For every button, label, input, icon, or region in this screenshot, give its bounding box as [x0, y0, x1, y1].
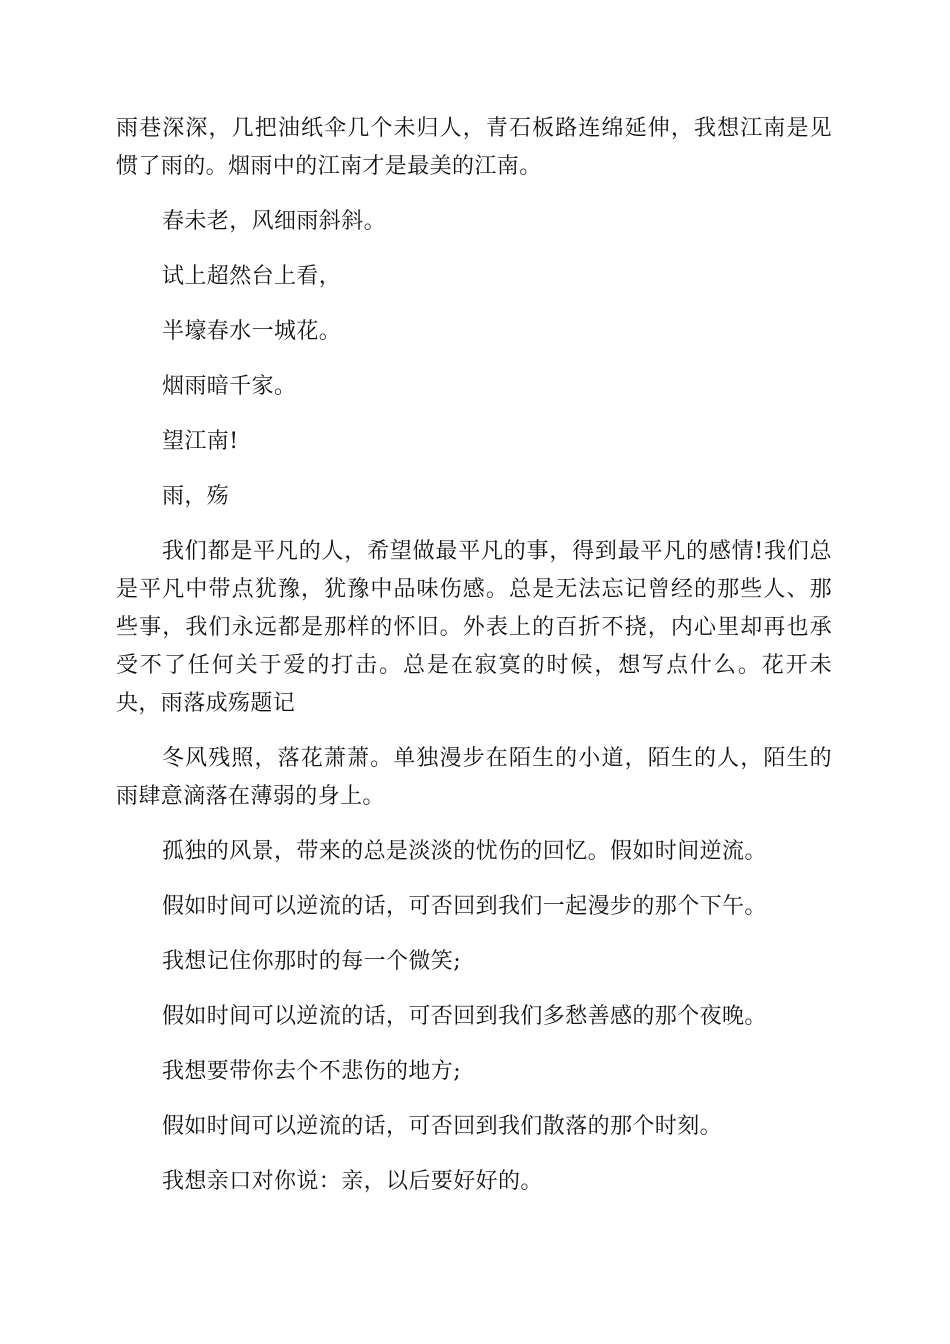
paragraph-16: 我想亲口对你说：亲，以后要好好的。: [162, 1169, 543, 1194]
paragraph-2: 春未老，风细雨斜斜。: [162, 209, 387, 234]
paragraph-14: 我想要带你去个不悲伤的地方;: [162, 1059, 462, 1084]
paragraph-9: 冬风残照，落花萧萧。单独漫步在陌生的小道，陌生的人，陌生的雨肆意滴落在薄弱的身上。: [116, 746, 832, 809]
paragraph-3: 试上超然台上看，: [162, 264, 342, 289]
paragraph-13: 假如时间可以逆流的话，可否回到我们多愁善感的那个夜晚。: [162, 1004, 767, 1029]
paragraph-5: 烟雨暗千家。: [162, 374, 297, 399]
document-body: [116, 110, 832, 1218]
paragraph-10: 孤独的风景，带来的总是淡淡的忧伤的回忆。假如时间逆流。: [162, 839, 767, 864]
paragraph-12: 我想记住你那时的每一个微笑;: [162, 949, 462, 974]
paragraph-11: 假如时间可以逆流的话，可否回到我们一起漫步的那个下午。: [162, 894, 767, 919]
paragraph-4: 半壕春水一城花。: [162, 319, 342, 344]
paragraph-7: 雨，殇: [162, 484, 230, 509]
paragraph-15: 假如时间可以逆流的话，可否回到我们散落的那个时刻。: [162, 1114, 723, 1139]
paragraph-1: 雨巷深深，几把油纸伞几个未归人，青石板路连绵延伸，我想江南是见惯了雨的。烟雨中的江南才是最美的江南。: [116, 116, 832, 179]
paragraph-8: 我们都是平凡的人，希望做最平凡的事，得到最平凡的感情!我们总是平凡中带点犹豫，犹豫中品味伤感。总是无法忘记曾经的那些人、那些事，我们永远都是那样的怀旧。外表上的百折不挠，内心里却再也承受不了任何关于爱的打击。总是在寂寞的时候，想写点什么。花开未央，雨落成殇题记: [116, 539, 832, 716]
paragraph-6: 望江南!: [162, 429, 239, 454]
